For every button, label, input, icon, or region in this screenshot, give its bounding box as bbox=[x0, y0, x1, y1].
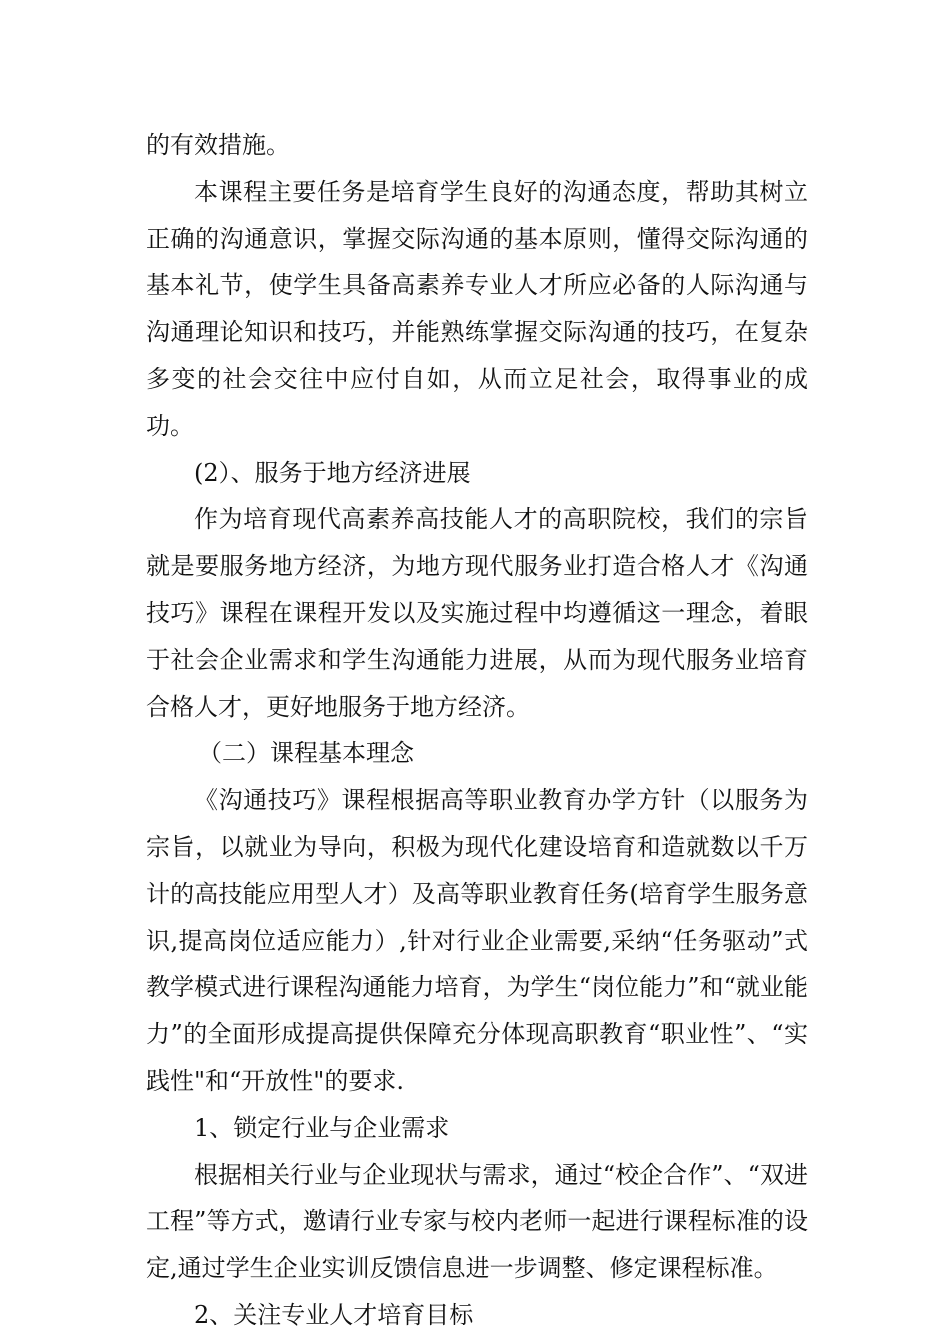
paragraph-course-tasks: 本课程主要任务是培育学生良好的沟通态度，帮助其树立正确的沟通意识，掌握交际沟通的基本原则，懂得交际沟通的基本礼节，使学生具备高素养专业人才所应必备的人际沟通与沟通理论知识和技巧，并能熟练掌握交际沟通的技巧，在复杂多变的社会交往中应付自如，从而立足社会，取得事业的成功。 bbox=[146, 177, 808, 440]
subheading-serve-local-economy: (2）、服务于地方经济进展 bbox=[194, 458, 471, 487]
paragraph-serve-local-economy: 作为培育现代高素养高技能人才的高职院校，我们的宗旨就是要服务地方经济，为地方现代服务业打造合格人才《沟通技巧》课程在课程开发以及实施过程中均遵循这一理念，着眼于社会企业需求和学生沟通能力进展，从而为现代服务业培育合格人才，更好地服务于地方经济。 bbox=[146, 505, 808, 721]
subheading-industry-demand: 1、锁定行业与企业需求 bbox=[194, 1113, 450, 1142]
paragraph-course-philosophy: 《沟通技巧》课程根据高等职业教育办学方针（以服务为宗旨，以就业为导向，积极为现代化建设培育和造就数以千万计的高技能应用型人才）及高等职业教育任务(培育学生服务意识,提高岗位适应能力）,针对行业企业需要,采纳“任务驱动”式教学模式进行课程沟通能力培育，为学生“岗位能力”和“就业能力”的全面形成提高提供保障充分体现高职教育“职业性”、“实践性"和“开放性"的要求. bbox=[146, 786, 808, 1095]
paragraph-industry-demand: 根据相关行业与企业现状与需求，通过“校企合作”、“双进工程”等方式，邀请行业专家与校内老师一起进行课程标准的设定,通过学生企业实训反馈信息进一步调整、修定课程标准。 bbox=[146, 1160, 808, 1283]
subheading-talent-goals: 2、关注专业人才培育目标 bbox=[194, 1300, 474, 1329]
heading-course-philosophy: （二）课程基本理念 bbox=[198, 739, 414, 768]
paragraph-continuation: 的有效措施。 bbox=[146, 131, 290, 159]
document-body bbox=[146, 122, 808, 1339]
